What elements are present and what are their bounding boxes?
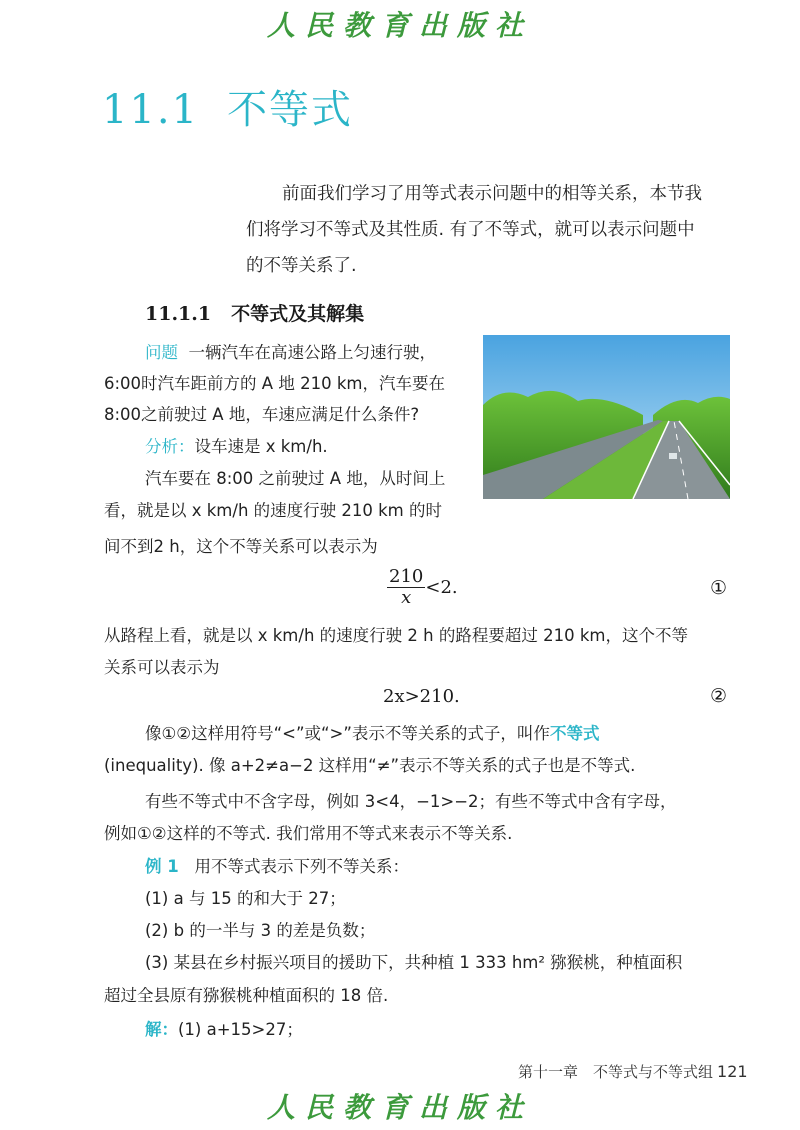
fraction-numerator: 210 bbox=[389, 566, 424, 587]
examples-line: 例如①②这样的不等式. 我们常用不等式来表示不等关系. bbox=[104, 824, 513, 843]
subsection-heading bbox=[145, 299, 364, 326]
equation-2: 2x>210. bbox=[383, 686, 460, 707]
definition-line bbox=[145, 720, 599, 744]
publisher-logo-top: 人民教育出版社 bbox=[266, 9, 533, 42]
problem-line: 6:00时汽车距前方的 A 地 210 km，汽车要在 bbox=[104, 374, 445, 393]
analysis-line bbox=[145, 433, 328, 457]
highway-illustration bbox=[483, 335, 730, 499]
highway-photo bbox=[483, 335, 730, 499]
example-prompt: 用不等式表示下列不等关系： bbox=[194, 857, 409, 876]
intro-paragraph bbox=[246, 176, 736, 284]
distance-line: 关系可以表示为 bbox=[104, 658, 220, 677]
analysis-line: 间不到2 h，这个不等关系可以表示为 bbox=[104, 537, 378, 556]
page-number: 121 bbox=[717, 1062, 748, 1081]
fraction-denominator: x bbox=[401, 587, 412, 608]
example-item: (1) a 与 15 的和大于 27； bbox=[145, 889, 346, 908]
analysis-text: 设车速是 x km/h. bbox=[194, 437, 328, 456]
example-1-heading bbox=[145, 853, 409, 877]
intro-line: 们将学习不等式及其性质. 有了不等式，就可以表示问题中 bbox=[246, 220, 695, 240]
section-title-text: 不等式 bbox=[227, 87, 354, 133]
problem-label: 问题 bbox=[145, 343, 178, 362]
page-footer bbox=[518, 1061, 748, 1082]
solution-text: (1) a+15>27； bbox=[178, 1020, 303, 1039]
section-number: 11.1 bbox=[102, 87, 200, 133]
definition-term: 不等式 bbox=[549, 724, 600, 743]
analysis-label: 分析： bbox=[145, 437, 195, 456]
example-item: (2) b 的一半与 3 的差是负数； bbox=[145, 921, 376, 940]
equation-marker-1: ① bbox=[710, 577, 728, 599]
section-title bbox=[102, 78, 353, 135]
distance-line: 从路程上看，就是以 x km/h 的速度行驶 2 h 的路程要超过 210 km，这个不等 bbox=[104, 626, 688, 645]
subsection-number: 11.1.1 bbox=[145, 303, 212, 325]
fraction bbox=[387, 567, 425, 608]
definition-text: 像①②这样用符号“<”或“>”表示不等关系的式子，叫作 bbox=[145, 724, 550, 743]
equation-1 bbox=[387, 567, 458, 608]
solution-label: 解： bbox=[145, 1020, 178, 1039]
publisher-logo-bottom: 人民教育出版社 bbox=[266, 1091, 533, 1124]
example-item: 超过全县原有猕猴桃种植面积的 18 倍. bbox=[104, 986, 389, 1005]
analysis-line: 看，就是以 x km/h 的速度行驶 210 km 的时 bbox=[104, 501, 443, 520]
intro-line: 前面我们学习了用等式表示问题中的相等关系，本节我 bbox=[282, 184, 702, 204]
problem-text: 一辆汽车在高速公路上匀速行驶， bbox=[188, 343, 436, 362]
examples-line: 有些不等式中不含字母，例如 3<4，−1>−2；有些不等式中含有字母， bbox=[145, 792, 677, 811]
intro-line: 的不等关系了. bbox=[246, 256, 357, 276]
problem-line bbox=[145, 339, 436, 363]
footer-chapter: 第十一章 不等式与不等式组 bbox=[518, 1063, 714, 1081]
example-item: (3) 某县在乡村振兴项目的援助下，共种植 1 333 hm² 猕猴桃，种植面积 bbox=[145, 953, 683, 972]
solution-line bbox=[145, 1016, 303, 1040]
definition-line: (inequality). 像 a+2≠a−2 这样用“≠”表示不等关系的式子也是不等式. bbox=[104, 756, 636, 775]
subsection-title: 不等式及其解集 bbox=[231, 303, 365, 325]
equation-marker-2: ② bbox=[710, 685, 728, 707]
analysis-line: 汽车要在 8:00 之前驶过 A 地，从时间上 bbox=[145, 469, 446, 488]
example-label: 例 1 bbox=[145, 857, 179, 876]
problem-line: 8:00之前驶过 A 地，车速应满足什么条件? bbox=[104, 405, 420, 424]
equation-rest: <2. bbox=[425, 577, 458, 598]
